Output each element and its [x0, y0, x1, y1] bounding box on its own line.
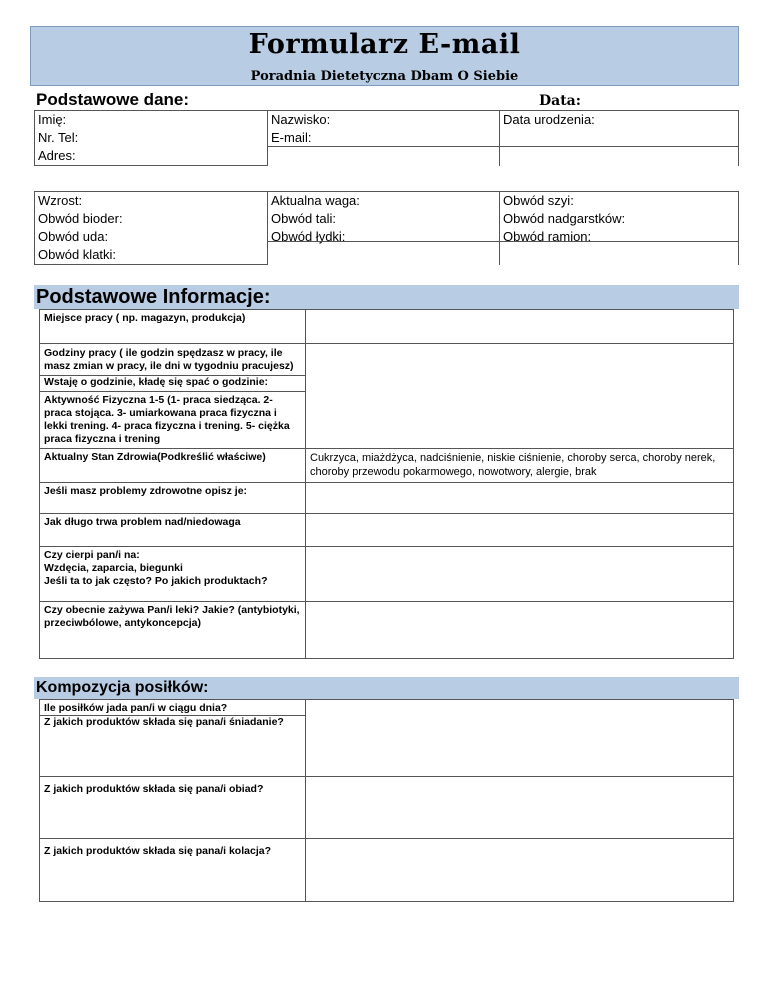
- birth-date-field: Data urodzenia:: [503, 112, 595, 127]
- digestion-question: Czy cierpi pan/i na:: [44, 549, 140, 561]
- digestion-options: Wzdęcia, zaparcia, biegunki: [44, 562, 183, 574]
- basic-data-table: [34, 110, 739, 166]
- info-label-cell: [40, 344, 306, 449]
- digestion-frequency-question: Jeśli ta to jak często? Po jakich produktach?: [44, 575, 268, 587]
- arm-field: Obwód ramion:: [503, 229, 592, 244]
- neck-field: Obwód szyi:: [503, 193, 574, 208]
- breakfast-answer[interactable]: [306, 700, 734, 777]
- health-status-answer[interactable]: [306, 449, 734, 483]
- basic-col-2[interactable]: [268, 111, 500, 166]
- info-table: [39, 309, 734, 659]
- weight-field: Aktualna waga:: [271, 193, 360, 208]
- measure-col-1[interactable]: [35, 192, 268, 265]
- lunch-question: Z jakich produktów składa się pana/i obiad?: [44, 783, 264, 795]
- medication-question: Czy obecnie zażywa Pan/i leki? Jakie? (antybiotyki, przeciwbólowe, antykoncepcja): [44, 604, 300, 629]
- work-hours-answer[interactable]: [306, 344, 734, 449]
- digestion-answer[interactable]: [306, 547, 734, 602]
- form-header: [30, 26, 739, 86]
- weight-problem-question: Jak długo trwa problem nad/niedowaga: [44, 516, 241, 528]
- phone-field: Nr. Tel:: [38, 130, 79, 145]
- meals-label-cell: [40, 839, 306, 902]
- divider: [268, 241, 739, 242]
- measure-col-3[interactable]: [500, 192, 739, 265]
- basic-col-3[interactable]: [500, 111, 739, 166]
- activity-question: Aktywność Fizyczna 1-5 (1- praca siedząca. 2- praca stojąca. 3- umiarkowana praca fizyczna i lekki trening. 4- praca fizyczna i trening. 5- ciężka praca fizyczna i trening: [40, 391, 305, 446]
- health-problems-answer[interactable]: [306, 483, 734, 514]
- height-field: Wzrost:: [38, 193, 83, 208]
- meals-table: [39, 699, 734, 902]
- basic-data-heading: Podstawowe dane:: [36, 90, 190, 109]
- workplace-answer[interactable]: [306, 310, 734, 344]
- weight-problem-answer[interactable]: [306, 514, 734, 547]
- meals-label-cell: [40, 700, 306, 777]
- dinner-question: Z jakich produktów składa się pana/i kolacja?: [44, 845, 271, 857]
- divider: [268, 146, 739, 147]
- wrist-field: Obwód nadgarstków:: [503, 211, 626, 226]
- info-heading-band: [34, 285, 739, 309]
- breakfast-question: Z jakich produktów składa się pana/i śniadanie?: [40, 715, 305, 729]
- info-label-cell: [40, 449, 306, 483]
- date-label: Data:: [539, 93, 581, 109]
- meals-heading-band: [34, 677, 739, 699]
- form-title: Formularz E-mail: [248, 29, 521, 60]
- health-status-question: Aktualny Stan Zdrowia(Podkreślić właściwe): [44, 451, 266, 463]
- meals-heading: Kompozycja posiłków:: [36, 679, 209, 696]
- hip-field: Obwód bioder:: [38, 211, 123, 226]
- medication-answer[interactable]: [306, 602, 734, 659]
- thigh-field: Obwód uda:: [38, 229, 109, 244]
- form-subtitle: Poradnia Dietetyczna Dbam O Siebie: [250, 69, 519, 84]
- calf-field: Obwód łydki:: [271, 229, 346, 244]
- meals-count-question: Ile posiłków jada pan/i w ciągu dnia?: [44, 702, 228, 714]
- lunch-answer[interactable]: [306, 777, 734, 839]
- chest-field: Obwód klatki:: [38, 247, 117, 262]
- meals-label-cell: [40, 777, 306, 839]
- info-label-cell: [40, 602, 306, 659]
- info-heading: Podstawowe Informacje:: [36, 286, 271, 308]
- health-problems-question: Jeśli masz problemy zdrowotne opisz je:: [44, 485, 248, 497]
- workplace-question: Miejsce pracy ( np. magazyn, produkcja): [44, 312, 246, 324]
- measure-col-2[interactable]: [268, 192, 500, 265]
- health-status-options: Cukrzyca, miażdżyca, nadciśnienie, niskie ciśnienie, choroby serca, choroby nerek, choroby przewodu pokarmowego, nowotwory, alergie, brak: [310, 452, 716, 478]
- basic-col-1[interactable]: [35, 111, 268, 166]
- wake-sleep-question: Wstaję o godzinie, kładę się spać o godzinie:: [40, 375, 305, 389]
- waist-field: Obwód tali:: [271, 211, 337, 226]
- dinner-answer[interactable]: [306, 839, 734, 902]
- work-hours-question: Godziny pracy ( ile godzin spędzasz w pracy, ile masz zmian w pracy, ile dni w tygodniu pracujesz): [44, 347, 294, 372]
- info-label-cell: [40, 547, 306, 602]
- measurements-table: [34, 191, 739, 265]
- info-label-cell: [40, 483, 306, 514]
- first-name-field: Imię:: [38, 112, 67, 127]
- last-name-field: Nazwisko:: [271, 112, 331, 127]
- address-field: Adres:: [38, 148, 76, 163]
- info-label-cell: [40, 310, 306, 344]
- info-label-cell: [40, 514, 306, 547]
- email-field: E-mail:: [271, 130, 312, 145]
